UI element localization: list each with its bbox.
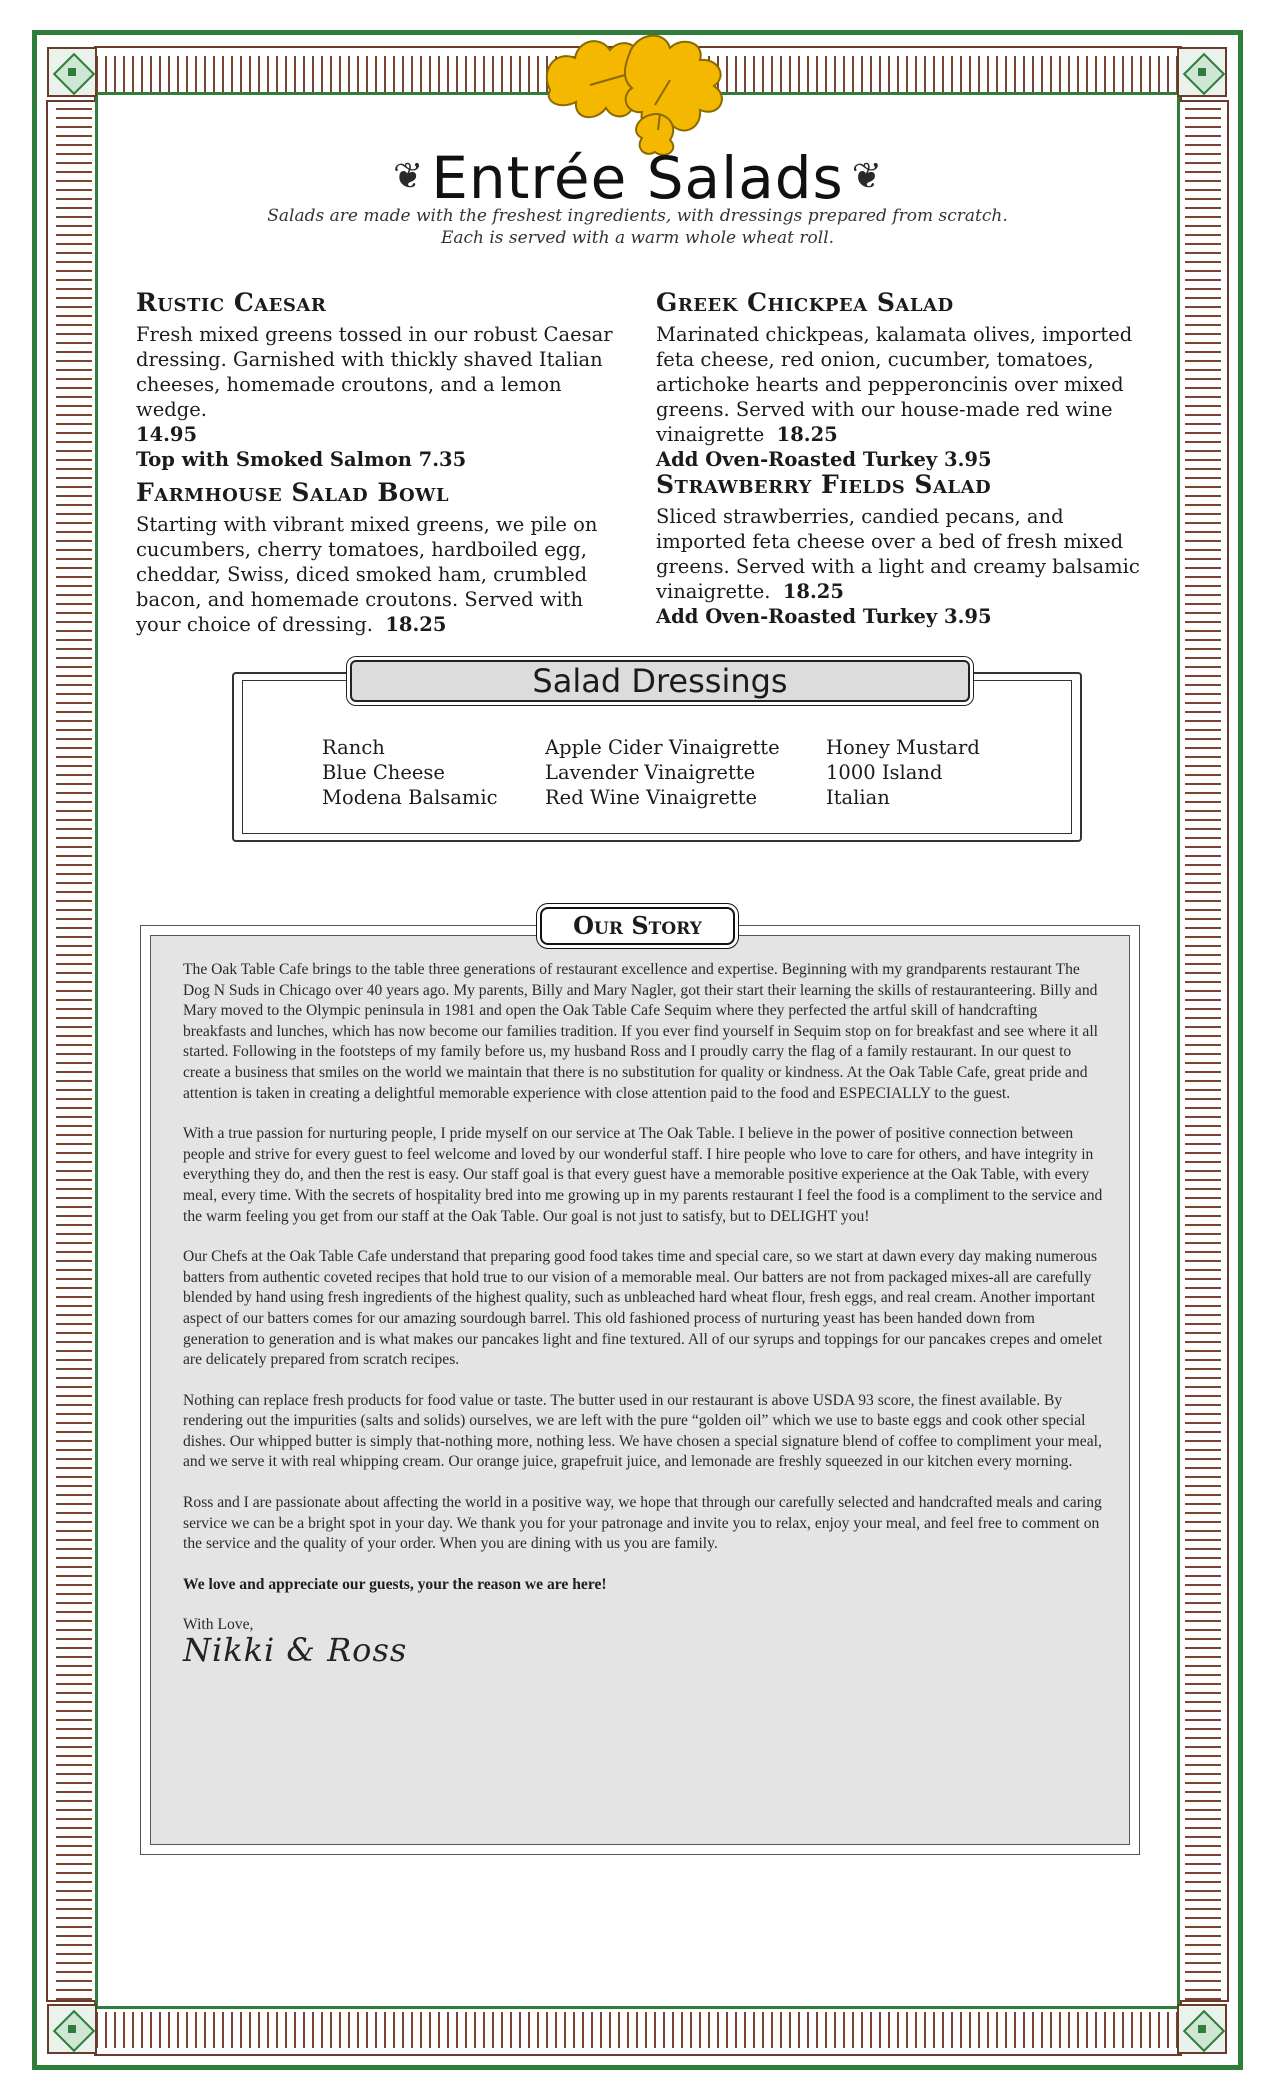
story-paragraph: The Oak Table Cafe brings to the table three generations of restaurant excellence and expertise. Beginning with my grandparents restaurant The Dog N Suds in Chicago over 40 years ago. My parents, Billy and Mary Nagler, got their start their learning the skills of restauranteering. Billy and Mary moved to the Olympic peninsula in 1981 and open the Oak Table Cafe Sequim where they perfected the artful skill of handcrafting breakfasts and lunches, which has now become our families tradition. If you ever find yourself in Sequim stop on for breakfast and see where it all started. Following in the footsteps of my family before us, my husband Ross and I proudly carry the flag of a family restaurant. In our quest to create a business that smiles on the world we maintain that there is no substitution for quality or kindness. At the Oak Table Cafe, great pride and attention is taken in creating a delightful memorable experience with close attention paid to the food and ESPECIALLY to the guest. bbox=[183, 961, 1098, 1102]
salad-description: Marinated chickpeas, kalamata olives, imported feta cheese, red onion, cucumber, tomatoes, artichoke hearts and pepperoncinis over mixed greens. Served with our house-made red wine vinaigrette 18.25 Add Oven-Roasted Turkey 3.95 bbox=[656, 322, 1146, 472]
dressings-column-2 bbox=[545, 735, 780, 810]
salad-name: Strawberry Fields Salad bbox=[656, 470, 992, 499]
fleuron-left-icon: ❦ bbox=[393, 156, 424, 197]
salad-description: Fresh mixed greens tossed in our robust Caesar dressing. Garnished with thickly shaved Italian cheeses, homemade croutons, and a lemon wedge. 14.95 Top with Smoked Salmon 7.35 bbox=[136, 322, 626, 472]
story-title: Our Story bbox=[540, 907, 735, 945]
corner-ornament-icon bbox=[1177, 47, 1227, 97]
dressing-item: Honey Mustard bbox=[826, 736, 980, 759]
signature: Nikki & Ross bbox=[183, 1631, 408, 1670]
dressing-item: Italian bbox=[826, 786, 890, 809]
corner-ornament-icon bbox=[1177, 2004, 1227, 2054]
dressing-item: 1000 Island bbox=[826, 761, 943, 784]
salad-item-rustic-caesar bbox=[136, 288, 626, 472]
salad-item-greek-chickpea bbox=[656, 288, 1146, 472]
dressing-item: Apple Cider Vinaigrette bbox=[545, 736, 780, 759]
dressings-column-1 bbox=[322, 735, 498, 810]
oak-leaf-icon bbox=[530, 30, 745, 160]
lattice-border-left bbox=[46, 100, 100, 2002]
dressing-item: Modena Balsamic bbox=[322, 786, 498, 809]
story-paragraph: Nothing can replace fresh products for food value or taste. The butter used in our restaurant is above USDA 93 score, the finest available. By rendering out the impurities (salts and solids) ourselves, we are left with the pure “golden oil” which we use to baste eggs and cook other special dishes. Our whipped butter is simply that-nothing more, nothing less. We have chosen a special signature blend of coffee to compliment your meal, and we serve it with real whipping cream. Our orange juice, grapefruit juice, and lemonade are freshly squeezed in our kitchen every morning. bbox=[183, 1391, 1102, 1471]
salad-price: 18.25 bbox=[782, 580, 844, 603]
salad-addon: Top with Smoked Salmon 7.35 bbox=[136, 448, 467, 471]
dressing-item: Blue Cheese bbox=[322, 761, 445, 784]
dressings-column-3 bbox=[826, 735, 980, 810]
dressing-item: Ranch bbox=[322, 736, 385, 759]
lattice-border-bottom bbox=[94, 2002, 1182, 2056]
corner-ornament-icon bbox=[47, 47, 97, 97]
salad-name: Farmhouse Salad Bowl bbox=[136, 478, 450, 507]
salad-price: 14.95 bbox=[136, 423, 198, 446]
lattice-border-right bbox=[1175, 100, 1229, 2002]
salad-description: Starting with vibrant mixed greens, we pile on cucumbers, cherry tomatoes, hardboiled egg, cheddar, Swiss, diced smoked ham, crumbled bacon, and homemade croutons. Served with your choice of dressing. 18.25 bbox=[136, 513, 598, 636]
page-subtitle: Salads are made with the freshest ingredients, with dressings prepared from scratch. Each is served with a warm whole wheat roll. bbox=[267, 206, 1008, 248]
fleuron-right-icon: ❦ bbox=[851, 156, 882, 197]
salad-addon: Add Oven-Roasted Turkey 3.95 bbox=[656, 605, 992, 628]
salad-description: Sliced strawberries, candied pecans, and imported feta cheese over a bed of fresh mixed greens. Served with a light and creamy balsamic vinaigrette. 18.25 Add Oven-Roasted Turkey 3.95 bbox=[656, 504, 1146, 629]
story-text bbox=[183, 960, 1103, 1670]
story-paragraph: Ross and I are passionate about affecting the world in a positive way, we hope that through our carefully selected and handcrafted meals and caring service we can be a bright spot in your day. We thank you for your patronage and invite you to relax, enjoy your meal, and feel free to comment on the service and the quality of your order. When you are dining with us you are family. bbox=[183, 1494, 1102, 1553]
story-closing: We love and appreciate our guests, your the reason we are here! bbox=[183, 1575, 607, 1593]
page-title: ❦ Entrée Salads ❦ bbox=[393, 144, 882, 212]
dressing-item: Lavender Vinaigrette bbox=[545, 761, 756, 784]
salad-price: 18.25 bbox=[776, 423, 838, 446]
dressings-title: Salad Dressings bbox=[350, 660, 970, 702]
salad-item-strawberry-fields bbox=[656, 470, 1146, 629]
salad-name: Rustic Caesar bbox=[136, 288, 327, 317]
corner-ornament-icon bbox=[47, 2004, 97, 2054]
story-paragraph: Our Chefs at the Oak Table Cafe understand that preparing good food takes time and special care, so we start at dawn every day making numerous batters from authentic coveted recipes that hold true to our vision of a memorable meal. Our batters are not from packaged mixes-all are carefully blended by hand using fresh ingredients of the highest quality, such as unbleached hard wheat flour, fresh eggs, and real cream. Another important aspect of our batters comes for our amazing sourdough barrel. This old fashioned process of nurturing yeast has been handed down from generation to generation and is what makes our pancakes light and fine textured. All of our syrups and toppings for our pancakes crepes and omelet are delicately prepared from scratch recipes. bbox=[183, 1248, 1103, 1369]
story-paragraph: With a true passion for nurturing people, I pride myself on our service at The Oak Table. I believe in the power of positive connection between people and strive for every guest to feel welcome and loved by our wonderful staff. I hire people who love to care for others, and have integrity in everything they do, and then the rest is easy. Our staff goal is that every guest have a memorable positive experience at the Oak Table, with every meal, every time. With the secrets of hospitality bred into me growing up in my parents restaurant I feel the food is a compliment to the service and the warm feeling you get from our staff at the Oak Table. Our goal is not just to satisfy, but to DELIGHT you! bbox=[183, 1125, 1103, 1225]
salad-addon: Add Oven-Roasted Turkey 3.95 bbox=[656, 448, 992, 471]
dressing-item: Red Wine Vinaigrette bbox=[545, 786, 758, 809]
salad-item-farmhouse-bowl bbox=[136, 478, 626, 637]
salad-name: Greek Chickpea Salad bbox=[656, 288, 954, 317]
salad-price: 18.25 bbox=[385, 613, 447, 636]
story-signoff: With Love, bbox=[183, 1616, 254, 1634]
